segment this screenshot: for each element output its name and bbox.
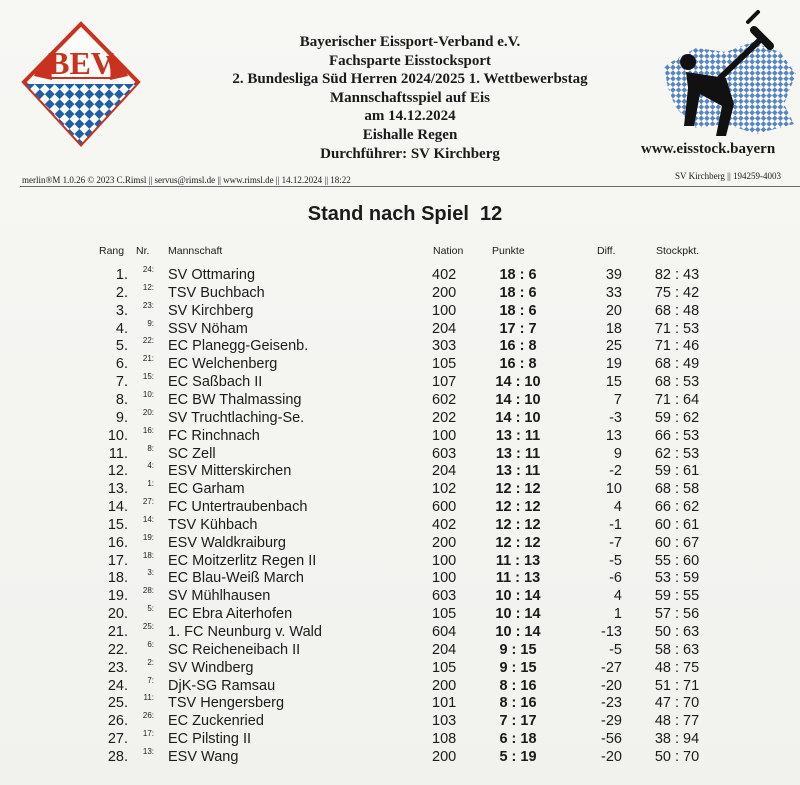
- difference: 13: [605, 427, 622, 444]
- nation-code: 303: [432, 338, 457, 355]
- col-header-rang: Rang: [99, 245, 125, 257]
- nation-code: 202: [432, 409, 457, 426]
- rank: 9.: [115, 409, 128, 426]
- team-number: 12:: [142, 282, 154, 292]
- header-date: am 14.12.2024: [364, 108, 456, 125]
- team-name: DjK-SG Ramsau: [168, 677, 276, 694]
- points: 12 : 12: [495, 516, 541, 533]
- stock-points: 71 : 64: [654, 391, 700, 408]
- points: 8 : 16: [499, 695, 537, 712]
- table-row: [0, 623, 800, 641]
- stock-points: 62 : 53: [654, 445, 700, 462]
- points: 18 : 6: [499, 284, 537, 301]
- difference: -5: [609, 641, 622, 658]
- stock-points: 57 : 56: [654, 606, 700, 623]
- team-number: 5:: [147, 604, 154, 614]
- team-number: 11:: [143, 693, 154, 703]
- col-header-punkte: Punkte: [492, 245, 525, 257]
- rank: 13.: [107, 481, 128, 498]
- team-number: 17:: [142, 729, 154, 739]
- team-name: EC Planegg-Geisenb.: [168, 338, 309, 355]
- stock-points: 68 : 49: [654, 356, 700, 373]
- difference: 33: [605, 284, 622, 301]
- nation-code: 107: [432, 374, 457, 391]
- table-row: [0, 445, 800, 463]
- difference: 1: [613, 606, 622, 623]
- stock-points: 58 : 63: [654, 641, 700, 658]
- table-row: [0, 427, 800, 445]
- team-number: 13:: [142, 746, 154, 756]
- difference: -5: [609, 552, 622, 569]
- points: 9 : 15: [499, 659, 537, 676]
- stock-points: 55 : 60: [654, 552, 700, 569]
- table-row: [0, 480, 800, 498]
- difference: 10: [605, 481, 622, 498]
- table-row: [0, 712, 800, 730]
- team-number: 9:: [147, 318, 154, 328]
- nation-code: 200: [432, 534, 457, 551]
- stock-points: 75 : 42: [654, 284, 700, 301]
- team-number: 16:: [142, 425, 154, 435]
- stock-points: 50 : 63: [654, 624, 700, 640]
- table-row: [0, 462, 800, 480]
- points: 18 : 6: [499, 302, 537, 319]
- difference: -27: [601, 659, 622, 676]
- stock-points: 71 : 53: [654, 320, 700, 337]
- header-sparte: Fachsparte Eisstocksport: [328, 52, 492, 69]
- team-number: 6:: [147, 639, 154, 649]
- team-name: TSV Hengersberg: [168, 695, 285, 712]
- difference: -3: [609, 409, 622, 426]
- difference: 18: [605, 320, 622, 337]
- team-name: SV Mühlhausen: [168, 588, 271, 605]
- nation-code: 101: [432, 695, 457, 712]
- rank: 6.: [115, 356, 128, 373]
- nation-code: 100: [432, 302, 457, 319]
- nation-code: 603: [432, 588, 457, 605]
- points: 17 : 7: [499, 320, 537, 337]
- stock-points: 59 : 55: [654, 588, 700, 605]
- difference: -29: [601, 713, 622, 730]
- stock-points: 68 : 48: [654, 302, 700, 319]
- table-row: [0, 337, 800, 355]
- nation-code: 200: [432, 284, 457, 301]
- team-name: ESV Wang: [168, 748, 239, 765]
- nation-code: 105: [432, 606, 457, 623]
- table-row: [0, 552, 800, 570]
- rank: 15.: [107, 516, 128, 533]
- col-header-diff: Diff.: [597, 245, 616, 257]
- difference: -2: [609, 463, 622, 480]
- rank: 21.: [107, 624, 128, 640]
- rank: 24.: [107, 677, 128, 694]
- team-number: 27:: [142, 497, 154, 507]
- difference: -20: [601, 677, 622, 694]
- rank: 17.: [107, 552, 128, 569]
- points: 10 : 14: [495, 624, 541, 640]
- standings-title: Stand nach Spiel 12: [307, 203, 503, 225]
- points: 18 : 6: [499, 267, 537, 283]
- nation-code: 402: [432, 267, 457, 283]
- team-number: 21:: [142, 354, 154, 364]
- table-row: [0, 266, 800, 284]
- rank: 10.: [107, 427, 128, 444]
- software-meta: merlin®M 1.0.26 © 2023 C.Rimsl || servus@rimsl.de || www.rimsl.de || 14.12.2024 || 18:22: [22, 175, 351, 185]
- team-name: SV Ottmaring: [168, 267, 256, 283]
- table-row: [0, 748, 800, 766]
- rank: 16.: [107, 534, 128, 551]
- points: 6 : 18: [499, 731, 537, 748]
- team-number: 18:: [142, 550, 154, 560]
- team-name: SSV Nöham: [168, 320, 248, 337]
- team-name: EC Moitzerlitz Regen II: [168, 552, 317, 569]
- header-divider: [20, 186, 800, 187]
- nation-code: 204: [432, 320, 457, 337]
- stock-points: 47 : 70: [654, 695, 700, 712]
- team-number: 1:: [147, 479, 154, 489]
- points: 14 : 10: [495, 374, 541, 391]
- team-number: 19:: [142, 532, 154, 542]
- stock-points: 66 : 53: [654, 427, 700, 444]
- points: 14 : 10: [495, 409, 541, 426]
- points: 10 : 14: [495, 606, 541, 623]
- team-name: TSV Buchbach: [168, 284, 265, 301]
- nation-code: 200: [432, 677, 457, 694]
- points: 11 : 13: [495, 570, 541, 587]
- team-name: FC Rinchnach: [168, 427, 260, 444]
- table-row: [0, 659, 800, 677]
- nation-code: 100: [432, 552, 457, 569]
- nation-code: 200: [432, 748, 457, 765]
- stock-points: 71 : 46: [654, 338, 700, 355]
- col-header-stockpunkte: Stockpkt.: [656, 245, 700, 257]
- table-row: [0, 677, 800, 695]
- points: 12 : 12: [495, 481, 541, 498]
- header-league: 2. Bundesliga Süd Herren 2024/2025 1. Wettbewerbstag: [232, 71, 588, 88]
- rank: 22.: [107, 641, 128, 658]
- stock-points: 50 : 70: [654, 748, 700, 765]
- team-name: SV Truchtlaching-Se.: [168, 409, 305, 426]
- table-row: [0, 373, 800, 391]
- rank: 1.: [115, 267, 128, 283]
- rank: 5.: [115, 338, 128, 355]
- nation-code: 600: [432, 499, 457, 516]
- table-row: [0, 498, 800, 516]
- team-number: 22:: [142, 336, 154, 346]
- difference: 9: [613, 445, 622, 462]
- table-row: [0, 409, 800, 427]
- table-row: [0, 302, 800, 320]
- stock-points: 38 : 94: [654, 731, 700, 748]
- points: 13 : 11: [495, 427, 541, 444]
- difference: 39: [605, 267, 622, 283]
- bev-logo-text: BEV: [48, 45, 114, 81]
- stock-points: 48 : 77: [654, 713, 700, 730]
- nation-code: 105: [432, 356, 457, 373]
- rank: 18.: [107, 570, 128, 587]
- rank: 4.: [115, 320, 128, 337]
- points: 14 : 10: [495, 391, 541, 408]
- points: 9 : 15: [499, 641, 537, 658]
- header-org: Bayerischer Eissport-Verband e.V.: [299, 34, 521, 50]
- team-name: FC Untertraubenbach: [168, 499, 308, 516]
- team-number: 7:: [147, 675, 154, 685]
- team-number: 23:: [142, 300, 154, 310]
- difference: 19: [605, 356, 622, 373]
- team-name: ESV Mitterskirchen: [168, 463, 292, 480]
- team-name: TSV Kühbach: [168, 516, 258, 533]
- stock-points: 66 : 62: [654, 499, 700, 516]
- difference: -6: [609, 570, 622, 587]
- bev-logo: [20, 20, 142, 148]
- nation-code: 602: [432, 391, 457, 408]
- team-number: 14:: [142, 514, 154, 524]
- rank: 12.: [107, 463, 128, 480]
- nation-code: 604: [432, 624, 457, 640]
- rank: 19.: [107, 588, 128, 605]
- difference: -20: [601, 748, 622, 765]
- rank: 11.: [108, 445, 128, 462]
- team-name: EC Ebra Aiterhofen: [168, 606, 293, 623]
- team-name: SC Reicheneibach II: [168, 641, 301, 658]
- difference: -23: [601, 695, 622, 712]
- nation-code: 402: [432, 516, 457, 533]
- rank: 7.: [115, 374, 128, 391]
- rank: 26.: [107, 713, 128, 730]
- meta-right: SV Kirchberg || 194259-4003: [675, 171, 782, 181]
- table-row: [0, 391, 800, 409]
- rank: 8.: [115, 391, 128, 408]
- nation-code: 204: [432, 463, 457, 480]
- team-name: ESV Waldkraiburg: [168, 534, 286, 551]
- table-row: [0, 641, 800, 659]
- nation-code: 204: [432, 641, 457, 658]
- table-row: [0, 587, 800, 605]
- stock-points: 82 : 43: [654, 267, 700, 283]
- table-row: [0, 694, 800, 712]
- table-row: [0, 355, 800, 373]
- team-number: 10:: [142, 389, 154, 399]
- points: 8 : 16: [499, 677, 537, 694]
- team-number: 28:: [142, 586, 154, 596]
- difference: 15: [605, 374, 622, 391]
- table-row: [0, 320, 800, 338]
- nation-code: 100: [432, 427, 457, 444]
- header-organizer: Durchführer: SV Kirchberg: [320, 145, 500, 162]
- nation-code: 103: [432, 713, 457, 730]
- team-number: 26:: [142, 711, 154, 721]
- rank: 23.: [107, 659, 128, 676]
- points: 12 : 12: [495, 499, 541, 516]
- rank: 25.: [107, 695, 128, 712]
- difference: 4: [613, 588, 622, 605]
- rank: 2.: [115, 284, 128, 301]
- team-name: SC Zell: [168, 445, 216, 462]
- difference: -13: [601, 624, 622, 640]
- team-number: 15:: [142, 372, 154, 382]
- stock-points: 60 : 61: [654, 516, 700, 533]
- points: 7 : 17: [499, 713, 537, 730]
- table-row: [0, 534, 800, 552]
- difference: 20: [605, 302, 622, 319]
- stock-points: 68 : 53: [654, 374, 700, 391]
- table-row: [0, 569, 800, 587]
- stock-points: 68 : 58: [654, 481, 700, 498]
- header-type: Mannschaftsspiel auf Eis: [329, 89, 491, 106]
- team-name: EC Pilsting II: [168, 731, 251, 748]
- nation-code: 102: [432, 481, 457, 498]
- stock-points: 60 : 67: [654, 534, 700, 551]
- difference: -7: [609, 534, 622, 551]
- document-header: [190, 33, 630, 163]
- team-name: EC Zuckenried: [168, 713, 264, 730]
- team-number: 3:: [147, 568, 154, 578]
- team-number: 25:: [142, 622, 154, 631]
- stock-points: 51 : 71: [654, 677, 700, 694]
- stock-points: 59 : 62: [654, 409, 700, 426]
- points: 10 : 14: [495, 588, 541, 605]
- team-number: 20:: [142, 407, 154, 417]
- stock-points: 48 : 75: [654, 659, 700, 676]
- col-header-nr: Nr.: [136, 245, 150, 257]
- eisstock-bayern-logo: [656, 8, 800, 148]
- table-row: [0, 605, 800, 623]
- team-number: 24:: [142, 265, 154, 274]
- rank: 14.: [107, 499, 128, 516]
- rank: 28.: [107, 748, 128, 765]
- points: 13 : 11: [495, 463, 541, 480]
- points: 16 : 8: [499, 338, 537, 355]
- stock-points: 59 : 61: [654, 463, 700, 480]
- team-name: 1. FC Neunburg v. Wald: [168, 624, 322, 640]
- table-row: [0, 284, 800, 302]
- difference: -1: [609, 516, 622, 533]
- nation-code: 100: [432, 570, 457, 587]
- rank: 3.: [115, 302, 128, 319]
- col-header-nation: Nation: [433, 245, 464, 257]
- points: 13 : 11: [495, 445, 541, 462]
- difference: 4: [613, 499, 622, 516]
- team-name: EC BW Thalmassing: [168, 391, 302, 408]
- difference: 25: [605, 338, 622, 355]
- team-number: 2:: [147, 657, 154, 667]
- team-name: EC Welchenberg: [168, 356, 278, 373]
- col-header-team: Mannschaft: [168, 245, 223, 257]
- table-row: [0, 516, 800, 534]
- rank: 20.: [107, 606, 128, 623]
- team-name: EC Blau-Weiß March: [168, 570, 304, 587]
- team-name: EC Saßbach II: [168, 374, 263, 391]
- difference: 7: [613, 391, 622, 408]
- header-venue: Eishalle Regen: [362, 126, 458, 143]
- points: 12 : 12: [495, 534, 541, 551]
- team-number: 8:: [147, 443, 154, 453]
- nation-code: 603: [432, 445, 457, 462]
- table-row: [0, 730, 800, 748]
- points: 11 : 13: [495, 552, 541, 569]
- team-name: SV Windberg: [168, 659, 254, 676]
- team-name: SV Kirchberg: [168, 302, 254, 319]
- team-number: 4:: [147, 461, 154, 471]
- nation-code: 105: [432, 659, 457, 676]
- team-name: EC Garham: [168, 481, 245, 498]
- points: 16 : 8: [499, 356, 537, 373]
- points: 5 : 19: [499, 748, 537, 765]
- website-url: www.eisstock.bayern: [641, 141, 776, 157]
- stock-points: 53 : 59: [654, 570, 700, 587]
- difference: -56: [601, 731, 622, 748]
- nation-code: 108: [432, 731, 457, 748]
- rank: 27.: [107, 731, 128, 748]
